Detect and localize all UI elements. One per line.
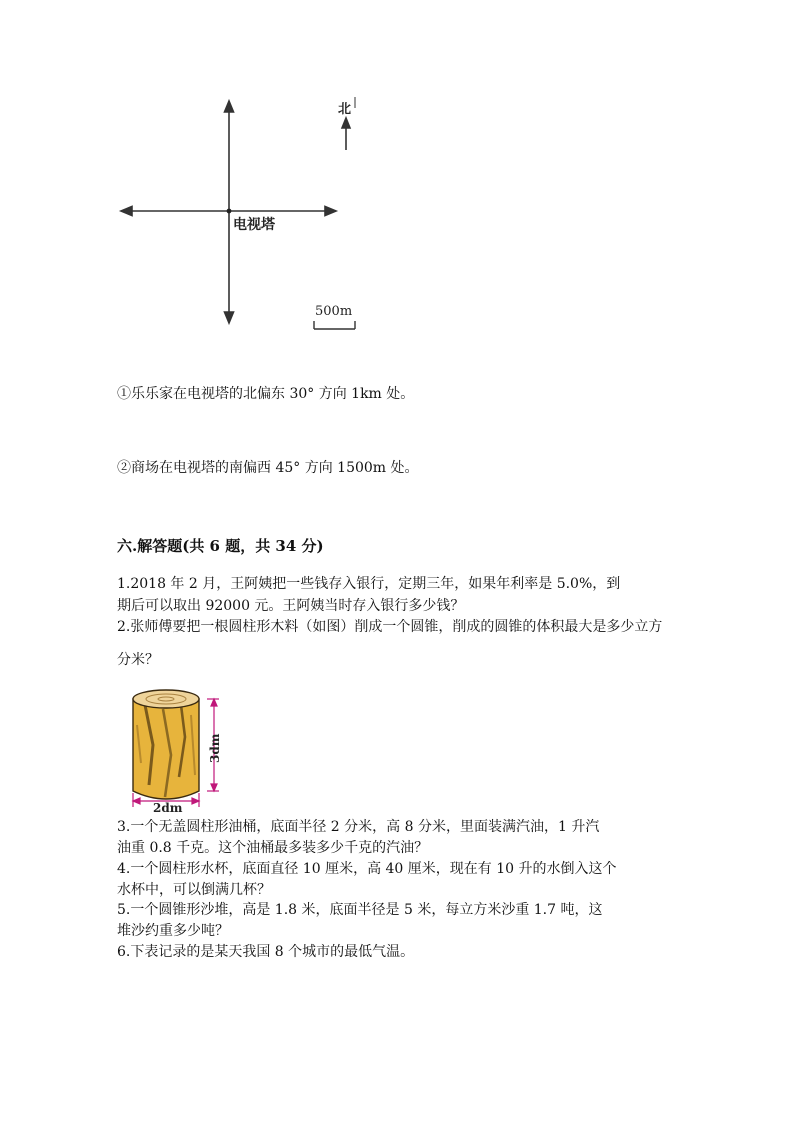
question-2-line-1: 2.张师傅要把一根圆柱形木料（如图）削成一个圆锥，削成的圆锥的体积最大是多少立方 bbox=[117, 619, 663, 635]
east-arrowhead bbox=[325, 207, 336, 216]
north-indicator-arrowhead bbox=[342, 118, 350, 128]
section-title: 六.解答题(共 6 题，共 34 分) bbox=[117, 537, 324, 555]
question-3-line-2: 油重 0.8 千克。这个油桶最多装多少千克的汽油？ bbox=[117, 840, 429, 856]
north-arrowhead bbox=[225, 101, 234, 112]
scale-bar bbox=[314, 321, 355, 329]
statement-2: ②商场在电视塔的南偏西 45° 方向 1500m 处。 bbox=[117, 460, 419, 476]
north-label: 北 bbox=[338, 102, 352, 117]
map-diagram bbox=[0, 0, 794, 360]
question-2-line-2: 分米？ bbox=[117, 652, 159, 668]
south-arrowhead bbox=[225, 312, 234, 323]
width-label: 2dm bbox=[153, 801, 183, 815]
question-6-line-1: 6.下表记录的是某天我国 8 个城市的最低气温。 bbox=[117, 944, 415, 960]
statement-1: ①乐乐家在电视塔的北偏东 30° 方向 1km 处。 bbox=[117, 386, 415, 402]
question-5-line-2: 堆沙约重多少吨？ bbox=[117, 923, 229, 939]
tower-label: 电视塔 bbox=[233, 217, 275, 233]
question-3-line-1: 3.一个无盖圆柱形油桶，底面半径 2 分米，高 8 分米，里面装满汽油，1 升汽 bbox=[117, 819, 600, 835]
cylinder-top-face bbox=[133, 690, 199, 708]
question-1-line-2: 期后可以取出 92000 元。王阿姨当时存入银行多少钱？ bbox=[117, 598, 465, 614]
west-arrowhead bbox=[121, 207, 132, 216]
question-1-line-1: 1.2018 年 2 月，王阿姨把一些钱存入银行，定期三年，如果年利率是 5.0%，到 bbox=[117, 576, 621, 592]
question-4-line-1: 4.一个圆柱形水杯，底面直径 10 厘米，高 40 厘米，现在有 10 升的水倒入这个 bbox=[117, 861, 617, 877]
question-5-line-1: 5.一个圆锥形沙堆，高是 1.8 米，底面半径是 5 米，每立方米沙重 1.7 吨，这 bbox=[117, 902, 603, 918]
height-label: 3dm bbox=[208, 733, 222, 763]
question-4-line-2: 水杯中，可以倒满几杯？ bbox=[117, 882, 271, 898]
scale-label: 500m bbox=[315, 304, 353, 319]
cylinder-wood-figure bbox=[115, 685, 230, 817]
tower-point bbox=[227, 209, 232, 214]
